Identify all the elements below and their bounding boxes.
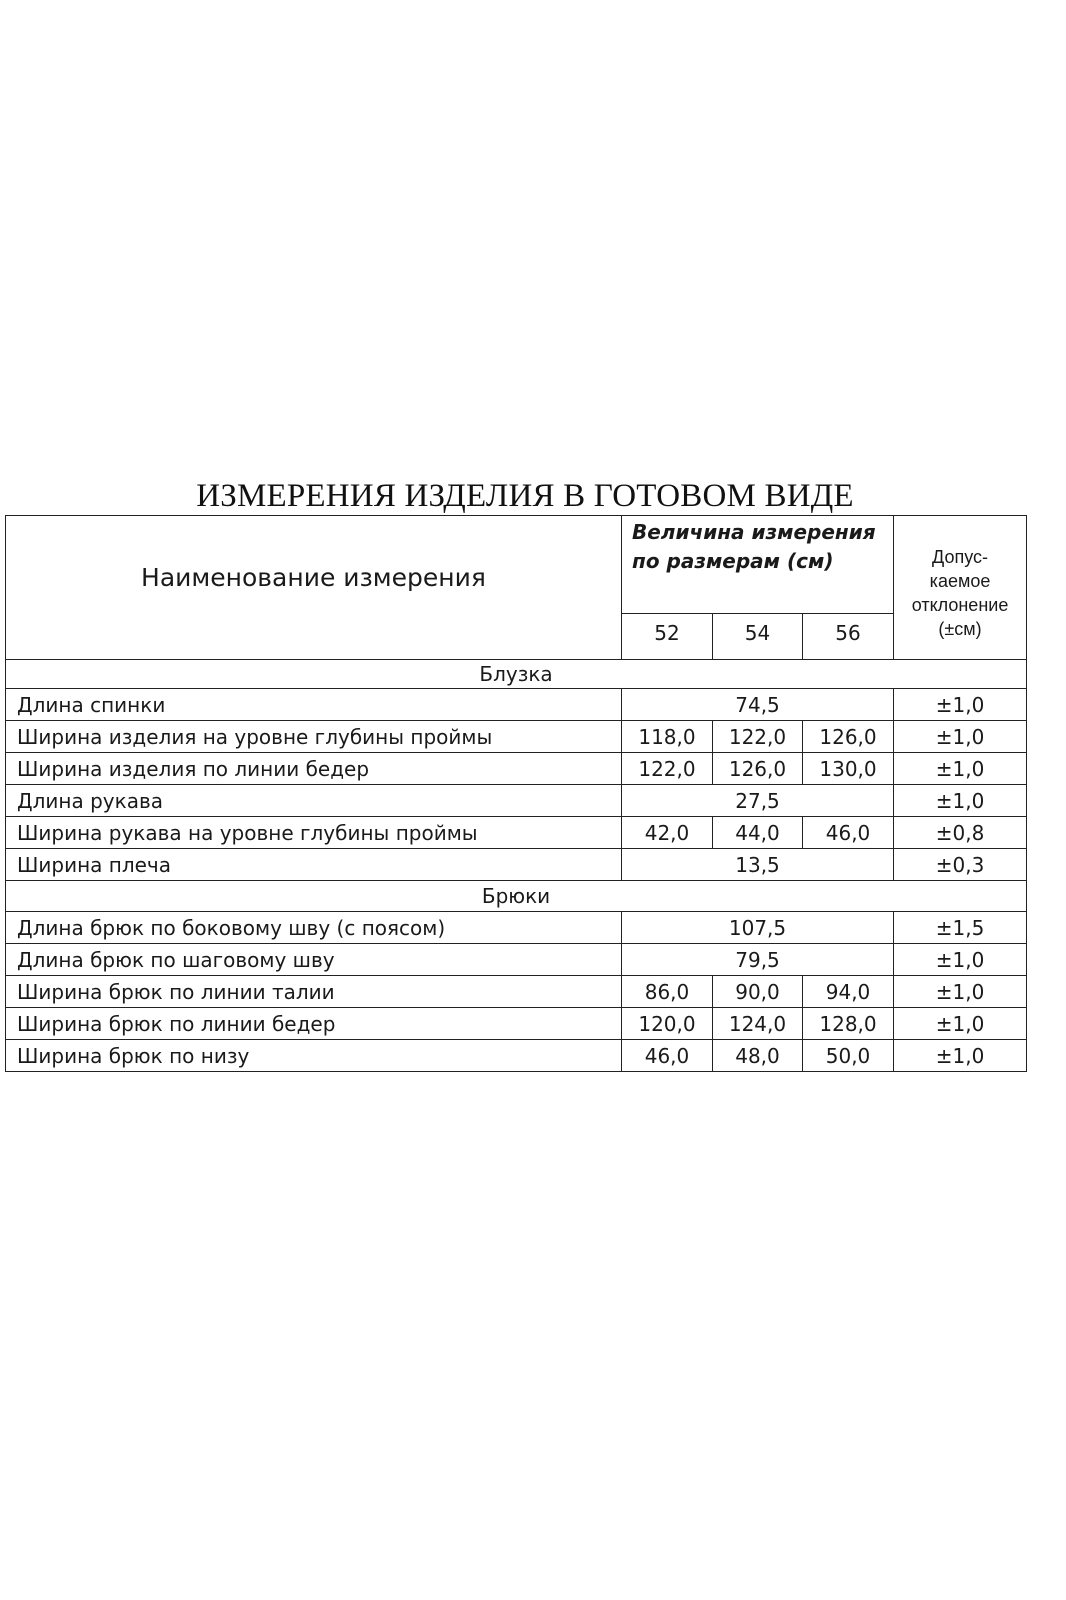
header-tolerance-line: каемое bbox=[929, 570, 991, 591]
measurement-value-size-54: 124,0 bbox=[713, 1008, 803, 1040]
measurement-value-size-54: 126,0 bbox=[713, 753, 803, 785]
section-row bbox=[6, 881, 1027, 912]
page-title: ИЗМЕРЕНИЯ ИЗДЕЛИЯ В ГОТОВОМ ВИДЕ bbox=[196, 478, 854, 514]
header-measurement-name: Наименование измерения bbox=[6, 516, 622, 660]
tolerance-value: ±1,0 bbox=[894, 1008, 1027, 1040]
measurement-value-size-52: 120,0 bbox=[622, 1008, 713, 1040]
tolerance-value: ±1,0 bbox=[894, 1040, 1027, 1072]
table-row bbox=[6, 944, 1027, 976]
table-row bbox=[6, 689, 1027, 721]
header-size-54: 54 bbox=[713, 614, 803, 660]
table-row bbox=[6, 1040, 1027, 1072]
tolerance-value: ±0,3 bbox=[894, 849, 1027, 881]
table-row bbox=[6, 721, 1027, 753]
measurement-name: Ширина брюк по низу bbox=[6, 1040, 622, 1072]
measurement-value-size-56: 130,0 bbox=[803, 753, 894, 785]
tolerance-value: ±1,0 bbox=[894, 753, 1027, 785]
measurement-name: Ширина брюк по линии талии bbox=[6, 976, 622, 1008]
measurement-value-all-sizes: 74,5 bbox=[622, 689, 894, 721]
tolerance-value: ±1,0 bbox=[894, 944, 1027, 976]
measurement-name: Ширина изделия на уровне глубины проймы bbox=[6, 721, 622, 753]
section-title: Брюки bbox=[6, 881, 1027, 912]
measurement-value-all-sizes: 13,5 bbox=[622, 849, 894, 881]
table-row bbox=[6, 976, 1027, 1008]
measurement-value-all-sizes: 79,5 bbox=[622, 944, 894, 976]
table-row bbox=[6, 849, 1027, 881]
measurement-value-size-52: 118,0 bbox=[622, 721, 713, 753]
measurement-value-size-56: 94,0 bbox=[803, 976, 894, 1008]
header-size-56: 56 bbox=[803, 614, 894, 660]
measurements-table bbox=[5, 515, 1027, 1072]
measurement-value-size-52: 122,0 bbox=[622, 753, 713, 785]
table-row bbox=[6, 785, 1027, 817]
measurement-value-size-52: 42,0 bbox=[622, 817, 713, 849]
measurement-value-size-52: 46,0 bbox=[622, 1040, 713, 1072]
measurement-name: Длина брюк по боковому шву (с поясом) bbox=[6, 912, 622, 944]
measurement-value-all-sizes: 27,5 bbox=[622, 785, 894, 817]
measurement-value-size-54: 122,0 bbox=[713, 721, 803, 753]
measurement-value-size-54: 44,0 bbox=[713, 817, 803, 849]
measurement-name: Длина брюк по шаговому шву bbox=[6, 944, 622, 976]
measurement-value-size-56: 50,0 bbox=[803, 1040, 894, 1072]
table-row bbox=[6, 753, 1027, 785]
table-row bbox=[6, 817, 1027, 849]
measurement-name: Ширина изделия по линии бедер bbox=[6, 753, 622, 785]
header-size-52: 52 bbox=[622, 614, 713, 660]
table-row bbox=[6, 1008, 1027, 1040]
header-tolerance-line: Допус- bbox=[932, 546, 988, 567]
tolerance-value: ±1,0 bbox=[894, 721, 1027, 753]
measurement-value-size-56: 128,0 bbox=[803, 1008, 894, 1040]
tolerance-value: ±1,0 bbox=[894, 976, 1027, 1008]
header-tolerance-line: отклонение bbox=[911, 594, 1009, 615]
tolerance-value: ±1,5 bbox=[894, 912, 1027, 944]
measurement-name: Ширина рукава на уровне глубины проймы bbox=[6, 817, 622, 849]
measurement-name: Ширина брюк по линии бедер bbox=[6, 1008, 622, 1040]
tolerance-value: ±1,0 bbox=[894, 785, 1027, 817]
section-row bbox=[6, 660, 1027, 689]
measurement-value-size-52: 86,0 bbox=[622, 976, 713, 1008]
table-row bbox=[6, 912, 1027, 944]
measurement-value-size-54: 48,0 bbox=[713, 1040, 803, 1072]
measurement-name: Длина рукава bbox=[6, 785, 622, 817]
measurement-name: Ширина плеча bbox=[6, 849, 622, 881]
measurement-value-size-54: 90,0 bbox=[713, 976, 803, 1008]
header-size-group: Величина измерения по размерам (см) bbox=[622, 516, 894, 614]
tolerance-value: ±0,8 bbox=[894, 817, 1027, 849]
header-tolerance bbox=[894, 516, 1027, 660]
measurement-value-all-sizes: 107,5 bbox=[622, 912, 894, 944]
measurement-value-size-56: 126,0 bbox=[803, 721, 894, 753]
section-title: Блузка bbox=[6, 660, 1027, 689]
measurement-name: Длина спинки bbox=[6, 689, 622, 721]
measurement-value-size-56: 46,0 bbox=[803, 817, 894, 849]
header-tolerance-line: (±см) bbox=[938, 618, 982, 639]
tolerance-value: ±1,0 bbox=[894, 689, 1027, 721]
